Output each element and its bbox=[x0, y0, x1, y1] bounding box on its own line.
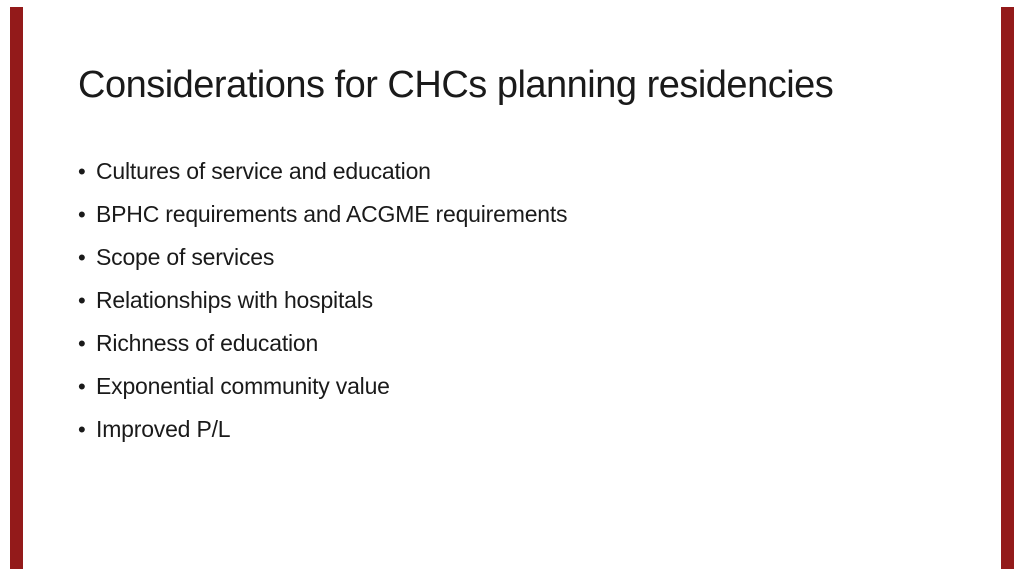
bullet-item bbox=[78, 365, 567, 408]
bullet-item bbox=[78, 322, 567, 365]
bullet-item bbox=[78, 236, 567, 279]
bullet-marker-icon: • bbox=[78, 373, 86, 399]
bullet-item bbox=[78, 150, 567, 193]
bullet-marker-icon: • bbox=[78, 330, 86, 356]
bullet-text: Improved P/L bbox=[96, 416, 231, 442]
bullet-marker-icon: • bbox=[78, 416, 86, 442]
bullet-text: Scope of services bbox=[96, 244, 275, 270]
bullet-item bbox=[78, 279, 567, 322]
bullet-text: Richness of education bbox=[96, 330, 319, 356]
left-accent-bar bbox=[10, 7, 23, 569]
bullet-marker-icon: • bbox=[78, 158, 86, 184]
bullet-text: Exponential community value bbox=[96, 373, 390, 399]
bullet-marker-icon: • bbox=[78, 244, 86, 270]
slide-title: Considerations for CHCs planning residencies bbox=[78, 64, 834, 106]
bullet-marker-icon: • bbox=[78, 201, 86, 227]
bullet-text: Cultures of service and education bbox=[96, 158, 431, 184]
right-accent-bar bbox=[1001, 7, 1014, 569]
bullet-list bbox=[78, 150, 567, 451]
bullet-marker-icon: • bbox=[78, 287, 86, 313]
bullet-item bbox=[78, 193, 567, 236]
bullet-text: BPHC requirements and ACGME requirements bbox=[96, 201, 568, 227]
bullet-item bbox=[78, 408, 567, 451]
bullet-text: Relationships with hospitals bbox=[96, 287, 373, 313]
